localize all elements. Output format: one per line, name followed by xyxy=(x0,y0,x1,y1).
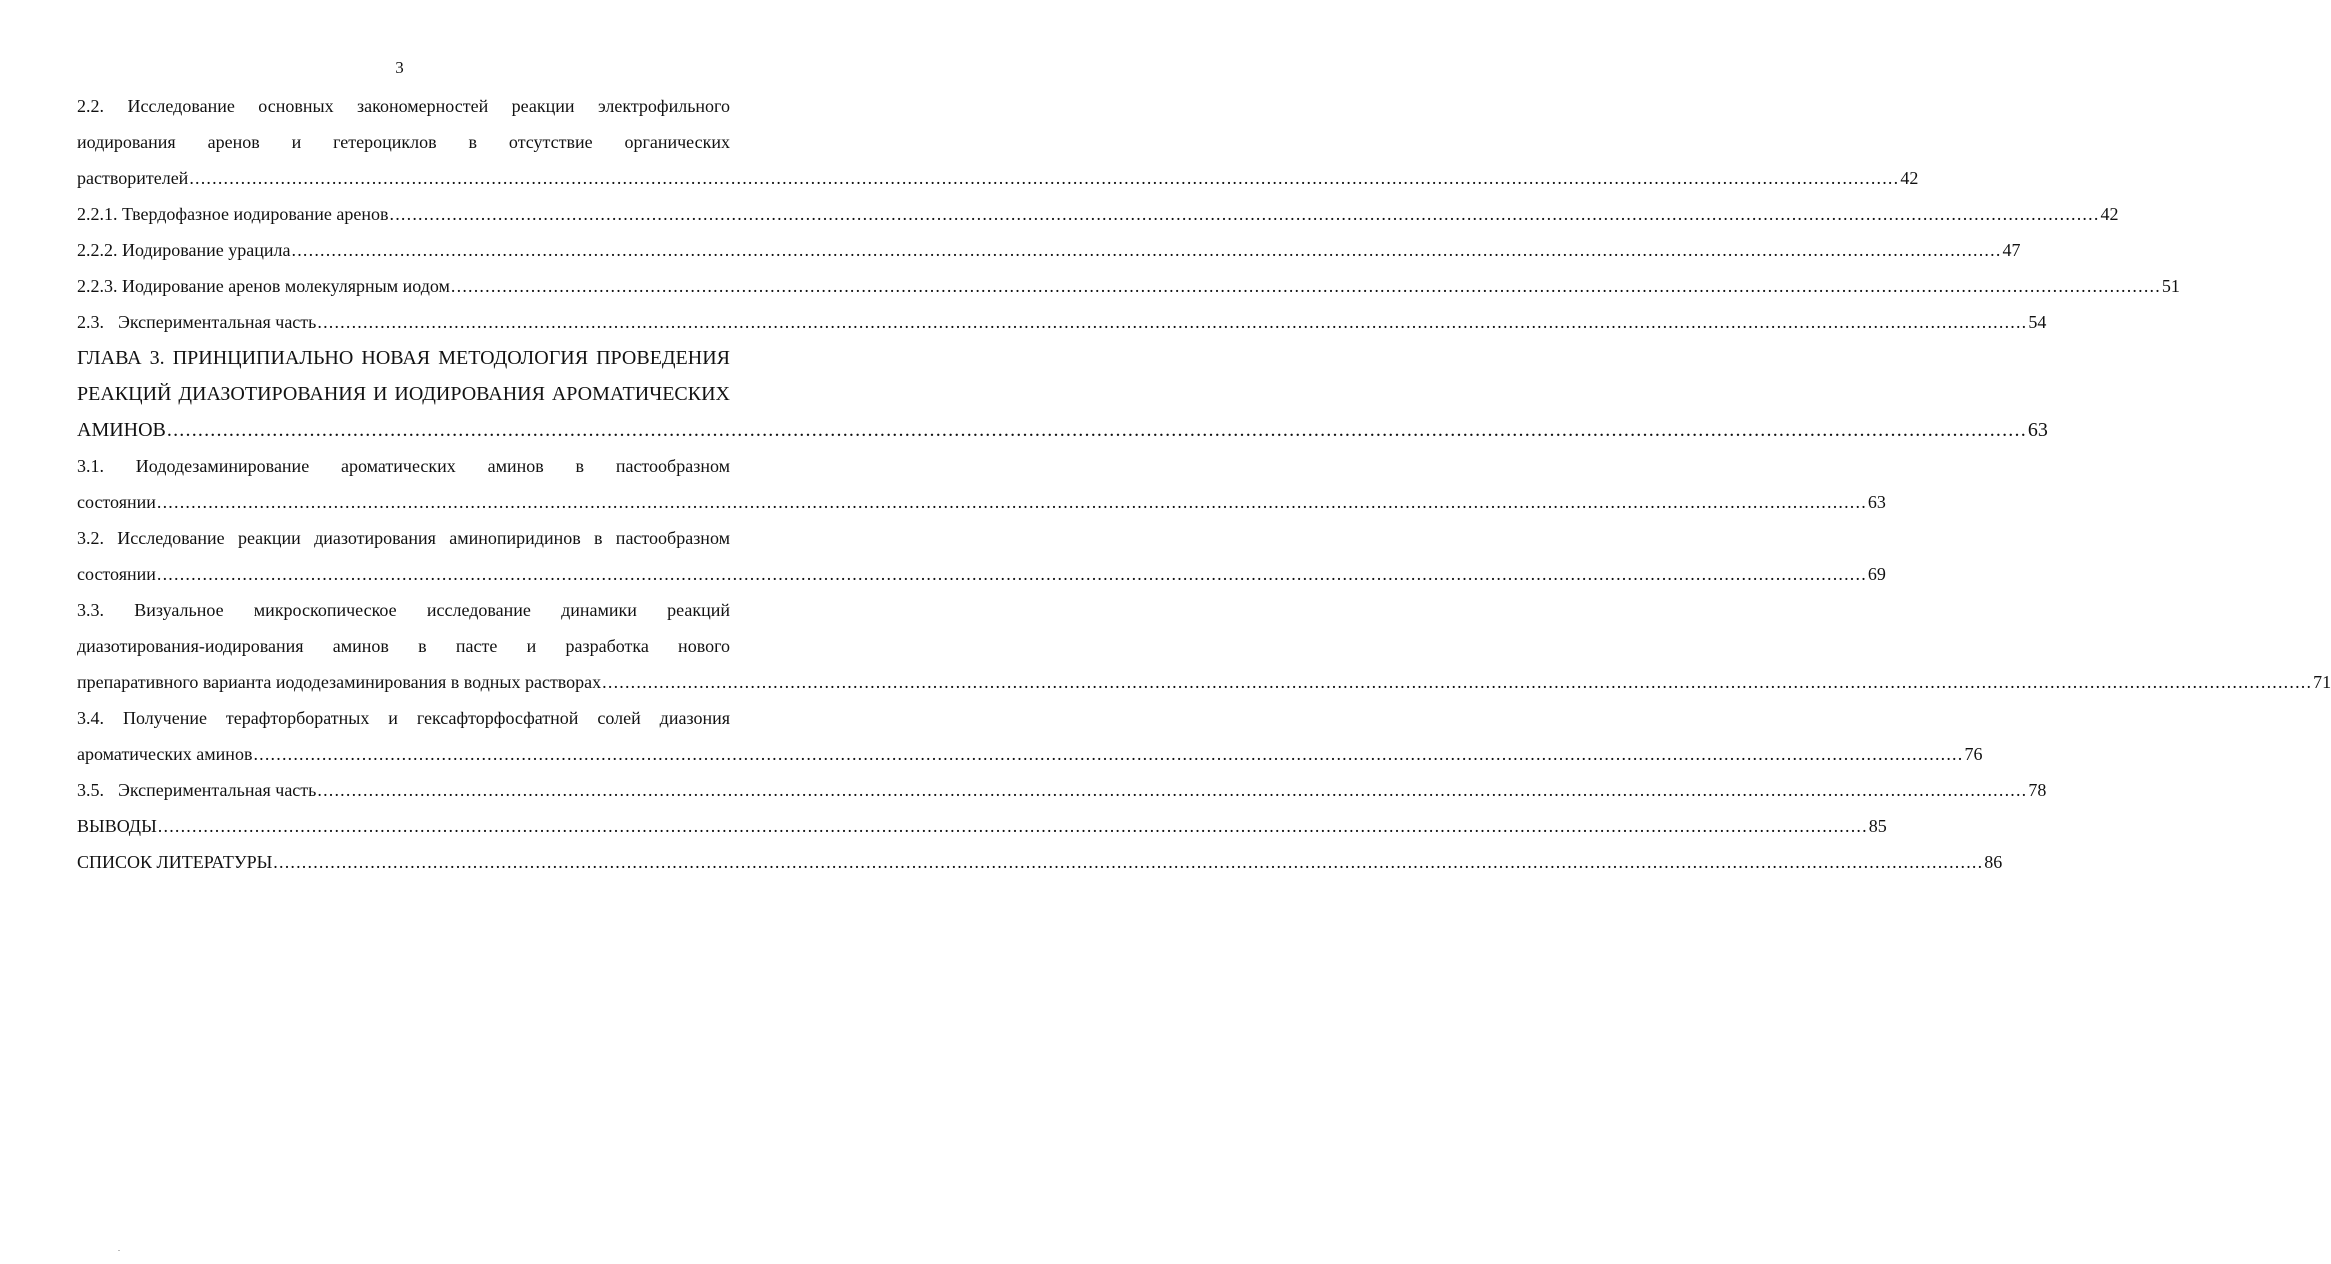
toc-entry-3-4-line-2 xyxy=(77,736,1983,772)
toc-entry-conclusions-page: 85 xyxy=(1868,816,1887,836)
toc-entry-3-2-line-1: 3.2. Исследование реакции диазотирования аминопиридинов в пастообразном xyxy=(77,528,730,548)
toc-entry-2-2-page: 42 xyxy=(1900,168,1919,188)
toc-chapter-3-title-end: АМИНОВ xyxy=(77,419,166,441)
toc-entry-3-3-title-end: препаративного варианта иододезаминирования в водных растворах xyxy=(77,672,602,692)
toc-chapter-3-line-2: РЕАКЦИЙ ДИАЗОТИРОВАНИЯ И ИОДИРОВАНИЯ АРОМАТИЧЕСКИХ xyxy=(77,383,730,405)
toc-entry-2-3-number: 2.3. xyxy=(77,312,104,332)
toc-entry-references-title: СПИСОК ЛИТЕРАТУРЫ xyxy=(77,852,273,872)
toc-entry-2-2-3-page: 51 xyxy=(2161,276,2180,296)
toc-entry-conclusions xyxy=(77,808,1887,844)
dot-leader: ............................................................................................................................................................................................................................................................................................................ xyxy=(156,492,1867,512)
toc-entry-references-page: 86 xyxy=(1984,852,2003,872)
toc-entry-3-4-title-end: ароматических аминов xyxy=(77,744,253,764)
toc-entry-3-4-line-1: 3.4. Получение терафторборатных и гексафторфосфатной солей диазония xyxy=(77,708,730,728)
toc-entry-2-2-3-title: 2.2.3. Иодирование аренов молекулярным иодом xyxy=(77,276,450,296)
toc-entry-2-2-3 xyxy=(77,268,2180,304)
toc-entry-2-2-2-page: 47 xyxy=(2002,240,2021,260)
toc-entry-3-2-page: 69 xyxy=(1867,564,1886,584)
toc-entry-references xyxy=(77,844,2003,880)
toc-entry-3-5-title: Экспериментальная часть xyxy=(118,780,317,800)
toc-entry-2-3 xyxy=(77,304,2047,340)
dot-leader: ............................................................................................................................................................................................................................................................................................................ xyxy=(273,852,1984,872)
toc-entry-3-3-line-2: диазотирования-иодирования аминов в пасте и разработка нового xyxy=(77,636,730,656)
toc-chapter-3-page: 63 xyxy=(2027,419,2048,441)
dot-leader: ............................................................................................................................................................................................................................................................................................................ xyxy=(317,312,2028,332)
toc-chapter-3-line-1: ГЛАВА 3. ПРИНЦИПИАЛЬНО НОВАЯ МЕТОДОЛОГИЯ ПРОВЕДЕНИЯ xyxy=(77,347,730,369)
toc-entry-2-2-line-1: 2.2. Исследование основных закономерностей реакции электрофильного xyxy=(77,96,730,116)
scan-speck xyxy=(118,1250,120,1251)
page-number: 3 xyxy=(395,58,404,77)
toc-entry-2-2-2 xyxy=(77,232,2021,268)
toc-entry-3-1-line-1: 3.1. Иододезаминирование ароматических аминов в пастообразном xyxy=(77,456,730,476)
toc-entry-3-5-number: 3.5. xyxy=(77,780,104,800)
toc-entry-2-2-line-3 xyxy=(77,160,1919,196)
toc-entry-3-1-line-2 xyxy=(77,484,1886,520)
dot-leader: ............................................................................................................................................................................................................................................................................................................ xyxy=(602,672,2313,692)
dot-leader: ............................................................................................................................................................................................................................................................................................................ xyxy=(166,419,2027,441)
toc-entry-3-2-title-end: состоянии xyxy=(77,564,156,584)
toc-entry-3-5 xyxy=(77,772,2047,808)
toc-entry-3-2-line-2 xyxy=(77,556,1886,592)
toc-entry-3-3-page: 71 xyxy=(2313,672,2331,692)
toc-entry-2-3-page: 54 xyxy=(2028,312,2047,332)
toc-entry-3-4-page: 76 xyxy=(1964,744,1983,764)
dot-leader: ............................................................................................................................................................................................................................................................................................................ xyxy=(291,240,2002,260)
toc-entry-2-2-1-page: 42 xyxy=(2100,204,2119,224)
dot-leader: ............................................................................................................................................................................................................................................................................................................ xyxy=(156,564,1867,584)
toc-entry-3-1-page: 63 xyxy=(1867,492,1886,512)
dot-leader: ............................................................................................................................................................................................................................................................................................................ xyxy=(317,780,2028,800)
toc-entry-3-5-page: 78 xyxy=(2028,780,2047,800)
toc-entry-3-3-line-1: 3.3. Визуальное микроскопическое исследование динамики реакций xyxy=(77,600,730,620)
toc-chapter-3-line-3 xyxy=(77,412,2048,448)
toc-entry-2-2-line-2: иодирования аренов и гетероциклов в отсутствие органических xyxy=(77,132,730,152)
toc-entry-2-2-1-title: 2.2.1. Твердофазное иодирование аренов xyxy=(77,204,389,224)
dot-leader: ............................................................................................................................................................................................................................................................................................................ xyxy=(253,744,1964,764)
toc-entry-2-2-2-title: 2.2.2. Иодирование урацила xyxy=(77,240,291,260)
toc-entry-3-1-title-end: состоянии xyxy=(77,492,156,512)
dot-leader: ............................................................................................................................................................................................................................................................................................................ xyxy=(157,816,1868,836)
toc-entry-2-2-title-end: растворителей xyxy=(77,168,189,188)
dot-leader: ............................................................................................................................................................................................................................................................................................................ xyxy=(389,204,2100,224)
toc-entry-conclusions-title: ВЫВОДЫ xyxy=(77,816,157,836)
toc-entry-2-3-title: Экспериментальная часть xyxy=(118,312,317,332)
dot-leader: ............................................................................................................................................................................................................................................................................................................ xyxy=(450,276,2161,296)
toc-entry-3-3-line-3 xyxy=(77,664,2331,700)
table-of-contents xyxy=(77,88,2331,880)
toc-entry-2-2-1 xyxy=(77,196,2119,232)
dot-leader: ............................................................................................................................................................................................................................................................................................................ xyxy=(189,168,1900,188)
